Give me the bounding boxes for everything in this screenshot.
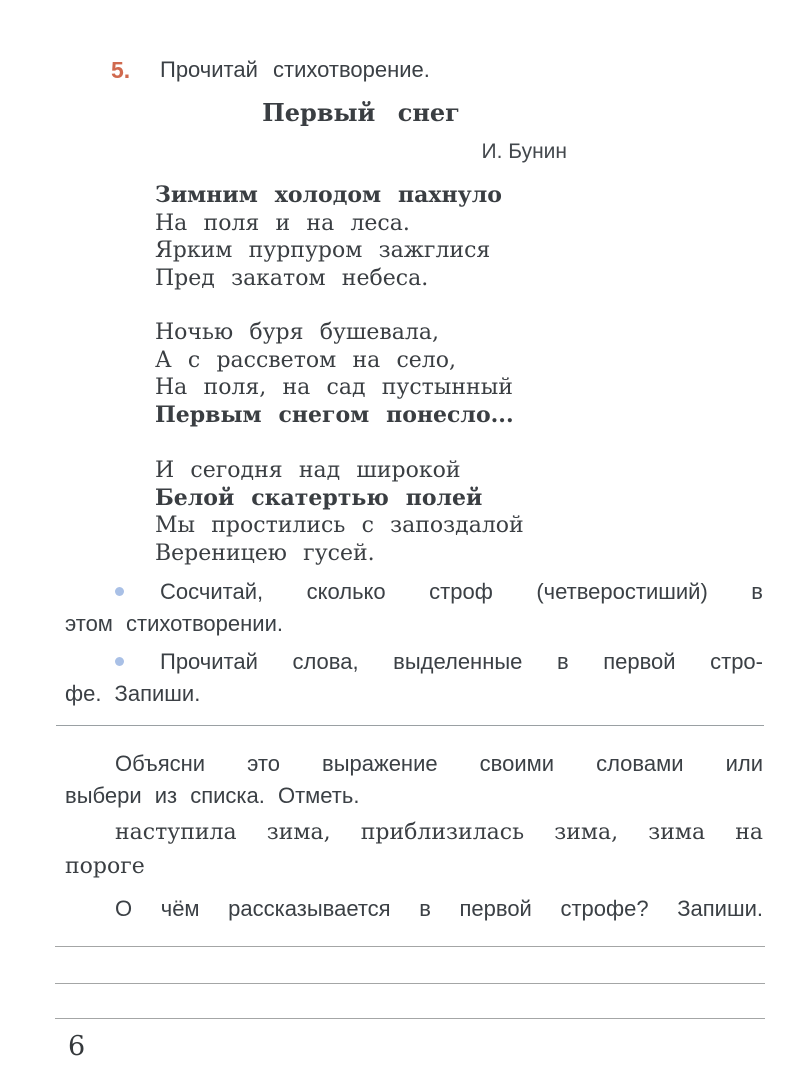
task-list [65, 576, 763, 710]
task-line: фе. Запиши. [65, 681, 201, 706]
writing-line [55, 925, 765, 947]
poem-line: А с рассветом на село, [155, 347, 457, 373]
poem-line: На поля, на сад пустынный [155, 375, 513, 400]
poem-line: Ночью буря бушевала, [155, 320, 439, 345]
poem-line: Белой скатертью полей [155, 484, 483, 511]
task-line: этом стихотворении. [65, 611, 283, 636]
exercise-number: 5. [111, 57, 131, 83]
paragraph-line: выбери из списка. Отметь. [65, 783, 360, 808]
poem-stanza-1 [155, 182, 567, 292]
poem-line: Мы простились с запоздалой [155, 513, 524, 538]
poem-line: Пред закатом небеса. [155, 265, 429, 291]
poem-title: Первый снег [262, 98, 460, 127]
writing-line [55, 984, 765, 1019]
poem [155, 98, 567, 567]
bullet-icon [115, 657, 124, 666]
options-line: пороге [65, 854, 145, 879]
bullet-icon [115, 587, 124, 596]
poem-line: Вереницею гусей. [155, 540, 375, 566]
answer-options [65, 816, 763, 884]
poem-line: Ярким пурпуром зажглися [155, 238, 491, 263]
task-line: Сосчитай, сколько строф (четверостиший) в [160, 579, 763, 604]
answer-writing-area [55, 925, 765, 1019]
task-line: Прочитай слова, выделенные в первой стро- [160, 649, 763, 674]
poem-line: И сегодня над широкой [155, 458, 461, 483]
options-line: наступила зима, приблизилась зима, зима на [115, 820, 763, 845]
writing-line [55, 947, 765, 984]
page-number: 6 [68, 1031, 86, 1062]
poem-line: Зимним холодом пахнуло [155, 182, 502, 208]
exercise-header [65, 55, 763, 85]
poem-line: Первым снегом понесло... [155, 401, 514, 428]
task-count-stanzas [65, 576, 763, 640]
poem-author: И. Бунин [481, 140, 567, 163]
exercise-instruction: Прочитай стихотворение. [160, 57, 430, 82]
question-prompt: О чём рассказывается в первой строфе? Запиши. [115, 896, 763, 921]
explain-paragraph [65, 748, 763, 812]
task-read-highlighted [65, 646, 763, 710]
poem-stanza-2 [155, 319, 567, 429]
paragraph-line: Объясни это выражение своими словами или [115, 751, 763, 776]
section-divider [56, 725, 764, 726]
poem-line: На поля и на леса. [155, 210, 410, 236]
poem-stanza-3 [155, 457, 567, 567]
